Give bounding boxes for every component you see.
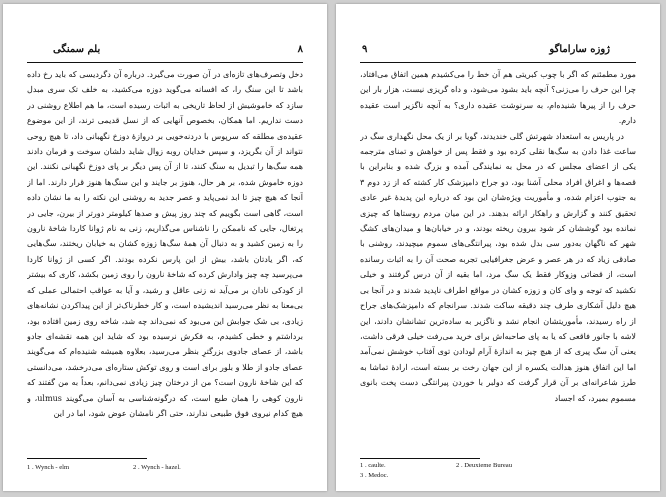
body-text — [27, 67, 303, 451]
running-title: ژوزه ساراماگو — [549, 44, 610, 55]
footnote: 3 . Medoc. — [360, 472, 389, 479]
header-rule — [27, 62, 303, 63]
page-number: ٩ — [362, 44, 368, 55]
running-title: بلم سمنگی — [53, 44, 101, 55]
header-rule — [360, 62, 636, 63]
footnote: 1 . Wynch - elm — [27, 464, 70, 471]
page-number: ٨ — [297, 44, 303, 55]
footnote-rule — [27, 458, 147, 459]
paragraph: مورد مطمئنم که اگر با چوب کبریتی هم آن خط را می‌کشیدم همین اتفاق می‌افتاد، چرا این حرف را می‌زنی؟ آنچه باید بشود می‌شود، و داه گریزی نیست، هزار بار این حرف را از پیرها شنیده‌ام، به سرنوشت عقیده داری؟ به آنچه ناگزیر است عقیده دارم. — [360, 70, 636, 126]
page-header — [360, 44, 636, 60]
body-text — [360, 67, 636, 451]
footnote-rule — [360, 458, 480, 459]
right-page — [336, 4, 660, 491]
footnote: 2 . Wynch - hazel. — [133, 464, 181, 471]
paragraph: در پاریس به استعداد شهرتش گلی خندیدند، گویا بر از یک محل نگهداری سگ در ساعت غذا دادن به سگ‌ها نقلی کرده بود و فقط پس از خواهش و تمنای مترجمه یکی از اعضای مجلس که در محل به نمایندگی آمده و بزرگ شده و بنابراین با قصه‌ها و اغراق افراد محلی آشنا بود، دو جراح دامپزشک کار کشته که از زد دوم ۳ به جنوب اعزام شده، و مأموریت ویژه‌شان این بود که درباره این پدیدهٔ غیر عادی تحقیق کنند و گزارش و راهکار ارائه بدهند. در این میان مردم روستاها که چیزی نمانده بود گوششان کر شود بیرون ریخته بودند، و در خیابان‌ها و میدان‌های کشگ شهر که ناگهان به‌دور سی بدل شده بود، پیرانتگی‌های سموم میچیدند، روشنی با صادقی زیاد که در هر عصر و عرض جغرافیایی تجربه صحت آن را به اثبات رسانده است، از قضاتی وزوکار فقط یک سگ مرد، اما بقیه از آن درس گرفتند و خیلی نکشید که توجه و وای کان و زوزه کشان در مواقع اطراف ناپدید شدند و در آنجا بی هیچ دلیل آشکاری طرف چند دقیقه ساکت شدند. سرانجام که دامپزشک‌های جراح از راه رسیدند، مأموریتشان انجام نشد و ناگزیر به ساده‌ترین تشانشان دادند، این لاشه با جانور فاقعی که یا به پای صاحبه‌اش برای خرید می‌رفت خیلی فرقی داشت، یعنی آن سگ پیری که از هیچ چیز به اندازهٔ آرام لودادن توی آفتاب خوشش نمی‌آمد اما این اتفاق هنوز هدالت یکسره از این جهان رخت بر بسته است، ارادهٔ تماشا به طرز شاعرانه‌ای بر آن قرار گرفت که دولبر با خوردن پیرانتگی دست پخت بانوی مسموم بمیرد، که اجساد — [360, 131, 636, 403]
page-header — [27, 44, 303, 60]
footnote: 1 . caulte. — [360, 462, 386, 469]
paragraph: دخل وتصرف‌های تازه‌ای در آن صورت می‌گیرد. درباره آن دگردیسی که باید رخ داده باشد تا این سنگ را، که افسانه می‌گوید دوزه می‌کشید، به خلف تک سری مبدل سازد که خاموشیش از لحاظ تاریخی به اثبات رسیده است، ما هم اطلاع روشنی در دست نداریم. اما همکان، بخصوص آنهایی که از نسل قدیمی ترند، از این موضوع عقیده‌ی مطلقه که سرپوس با دردنه‌خویی بر دروازهٔ دوزخ نگهبانی داد، تا هیچ روحی نتواند از آن بگریزد، و سپس خدایان روبه زوال شاید دلشان سوخت و فرمان دادند همه سگ‌ها را تبدیل به سنگ کنند، تا از آن پس دیگر بر پای دوزخ نگهبانی نکنند. این دوزه خاموش شده، بر هر حال، هنوز بر جایند و این سنگ‌ها هنوز قرار دارند. اما از آنجا که هیچ چیز تا ابد نمی‌پاید و عصر جدید به روشنی این نکته را به ما نشان داده است، گاهی است بگوییم که چند روز پیش و صدها کیلومتر دورتر از بیرن، جایی در پرتغال، جایی که ناممکن را ناشناس می‌گذاریم، زنی به نام ژوانا کاردا شاخهٔ نارون را به زمین کشید و به دنبال آن همهٔ سگ‌ها زوزه کشان به خیابان ریختند، سگ‌هایی که، اگر یادتان باشد، بیش از این پارس نکرده بودند. اگر کسی از ژوانا کاردا می‌پرسید چه چیز وادارش کرده که شاخهٔ نارون را روی زمین بکشد، کاری که بیشتر از کودکی نادان بر می‌آید نه زنی عاقل و رشید، و آیا به عواقب احتمالی عملی که بی‌معنا به نظر می‌رسید اندیشیده است، و کار خطرناک‌تر از این پیداکردن نشانه‌های زیادی، بی شک جوابش این می‌بود که نمی‌داند چه شد، شاخه روی زمین افتاده بود، برداشتم و خطی کشیدم، به فکرش نرسیده بود که شاید این همه نقشه‌ای جادو باشد، از عصای جادوی بزرگترِ بنظر می‌رسید، بعلاوه همیشه شنیده‌ام که می‌گویند عصای جادو از طلا و بلور برای است و روی توکش ستاره‌ای می‌درخشد، می‌دانستی که این شاخهٔ نارون است؟ من از درختان چیز زیادی نمی‌دانم، بعداً به من گفتند که نارون کوهی را همان طبع است، که درگونه‌شناسی به آسان می‌گویند ulmus، و هیچ کدام نیروی فوق طبیعی ندارند، حتی اگر نامشان عوض شود، اما در این — [27, 70, 303, 418]
left-page — [3, 4, 327, 491]
footnotes — [360, 461, 636, 485]
footnotes — [27, 461, 303, 485]
footnote: 2 . Deuxieme Bureau — [456, 462, 513, 469]
